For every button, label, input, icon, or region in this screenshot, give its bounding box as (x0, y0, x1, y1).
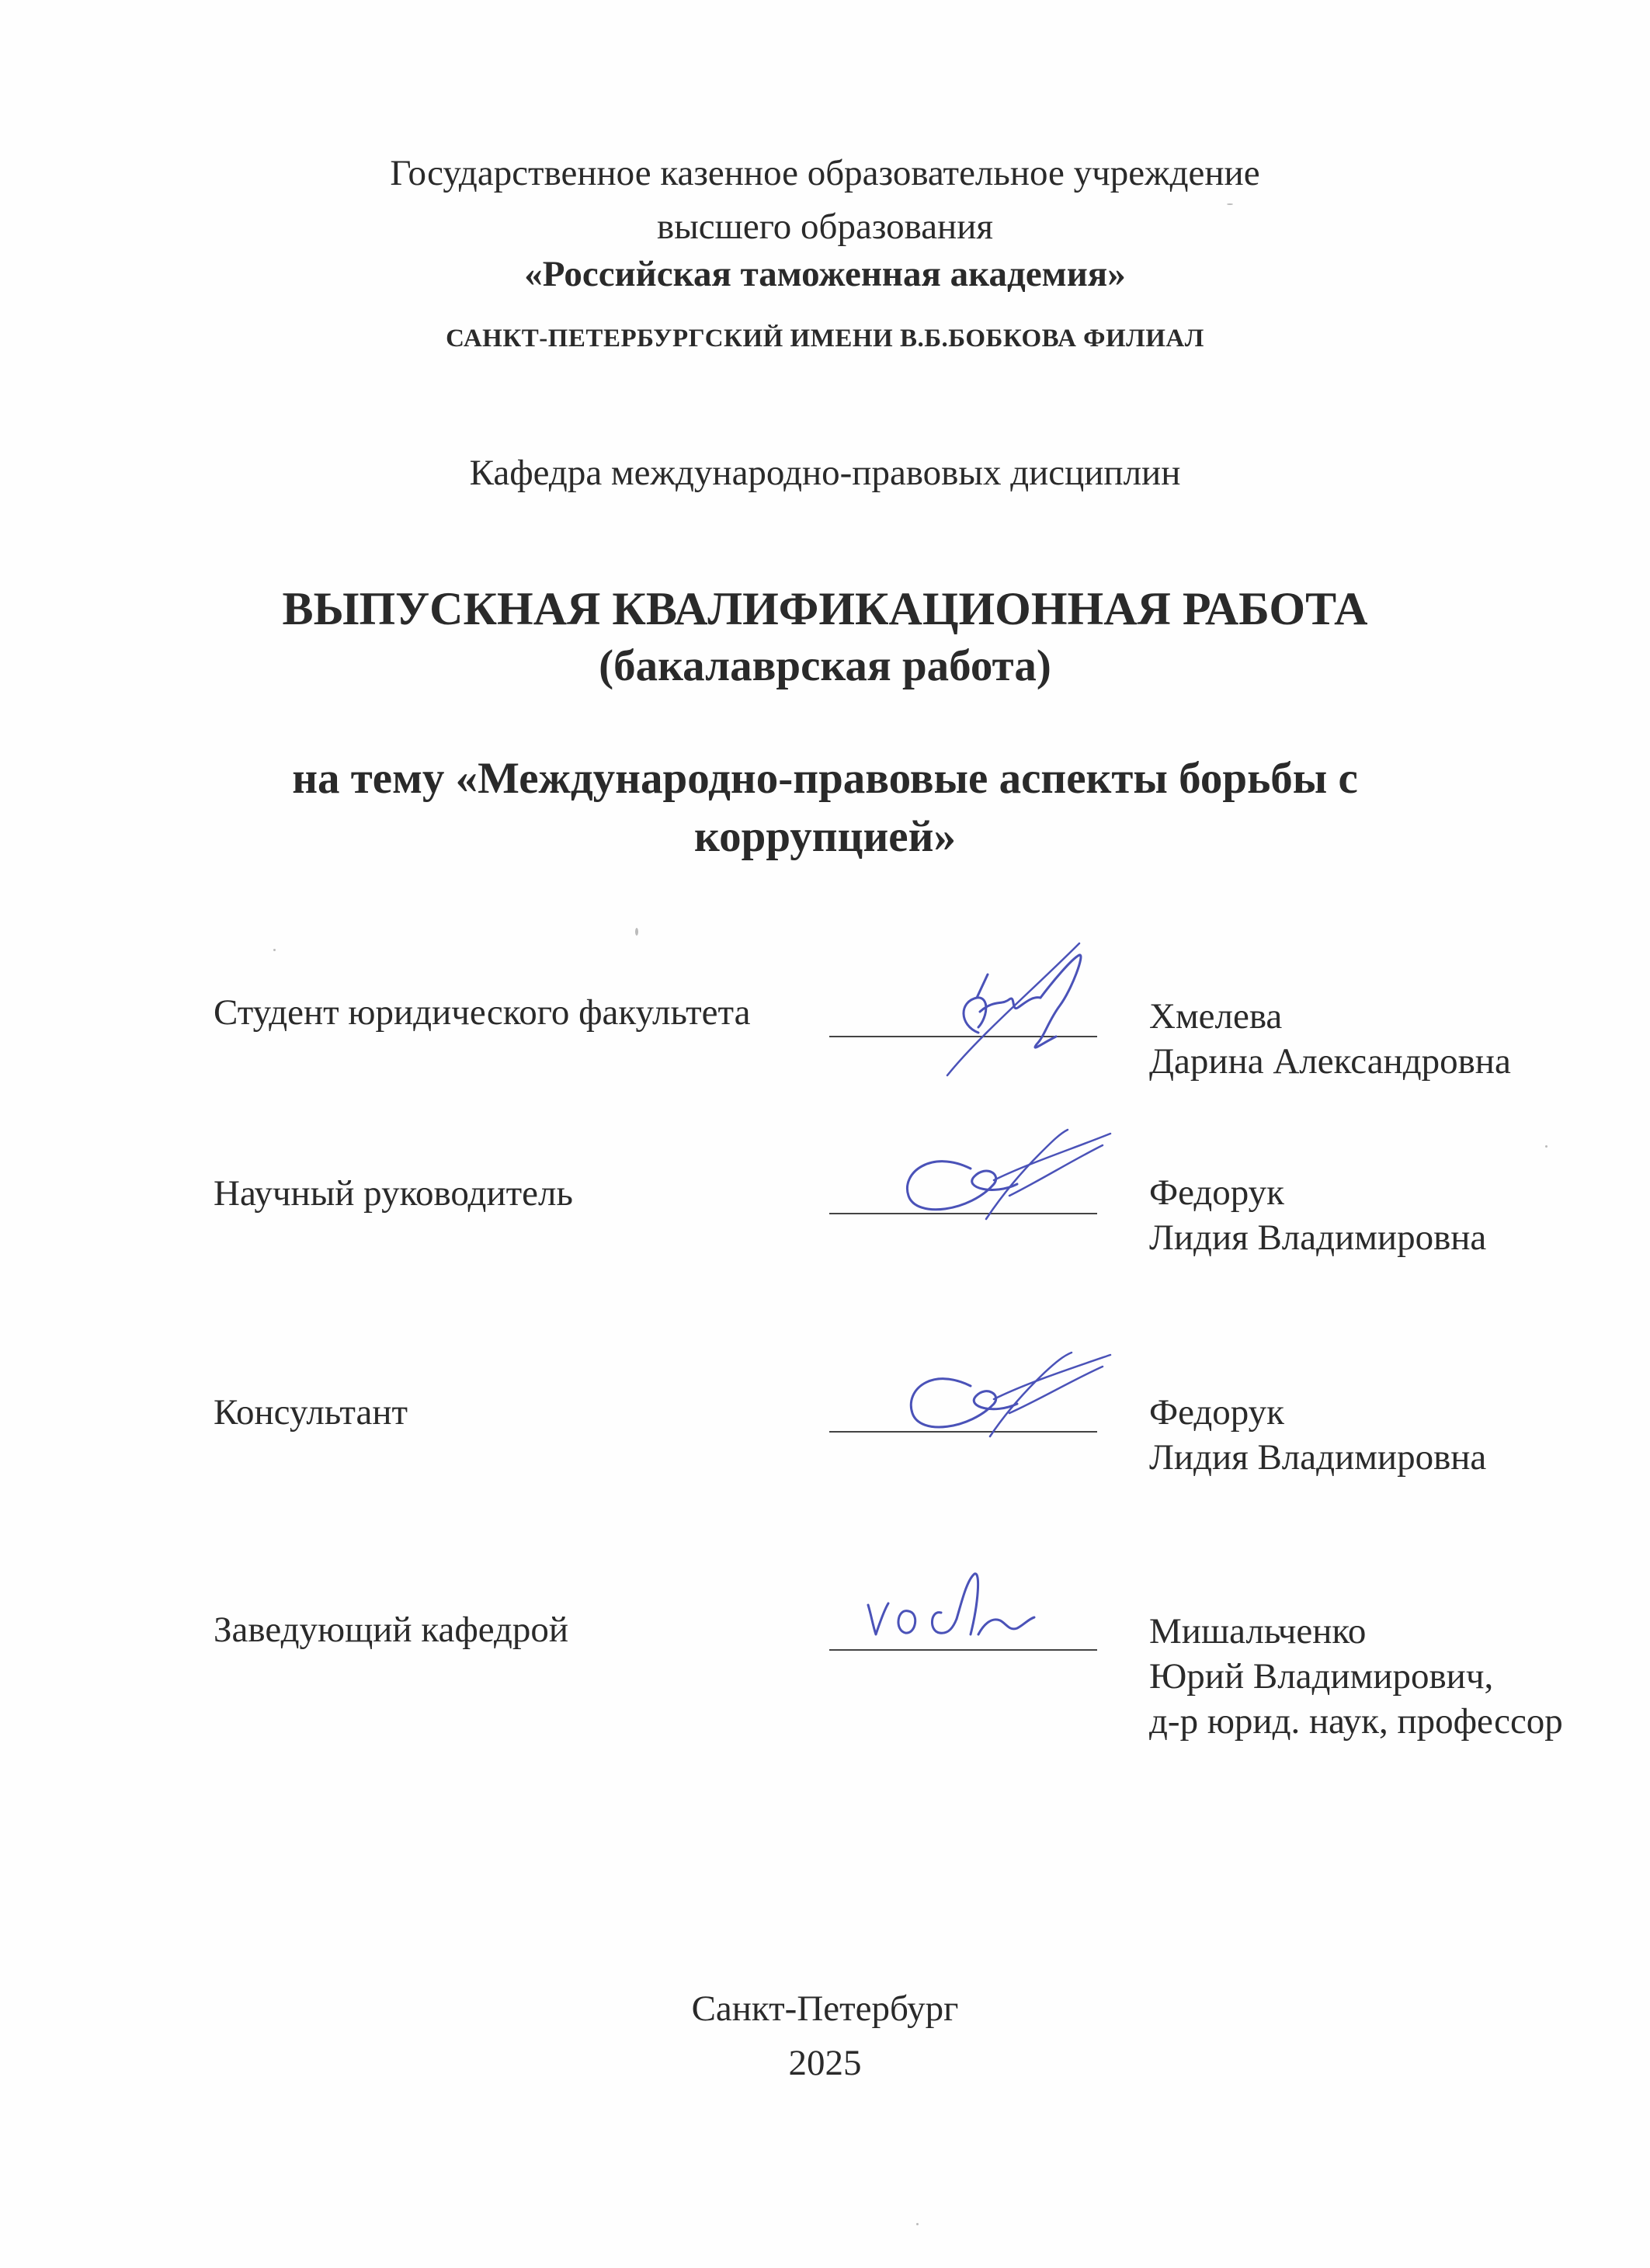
name-line: Дарина Александровна (1149, 1041, 1511, 1082)
signature-head (854, 1557, 1048, 1650)
topic-line-2: коррупцией» (694, 812, 956, 861)
signatory-role-consultant: Консультант (214, 1392, 408, 1433)
signatory-role-head: Заведующий кафедрой (214, 1610, 569, 1650)
name-line: Хмелева (1149, 996, 1283, 1037)
scan-speck (1227, 203, 1233, 205)
signature-student (885, 928, 1118, 1083)
signatory-role-supervisor: Научный руководитель (214, 1173, 573, 1214)
scan-speck (635, 928, 638, 936)
signatory-name-consultant (1149, 1390, 1486, 1480)
name-line: Юрий Владимирович, (1149, 1656, 1494, 1697)
topic-line-1: на тему «Международно-правовые аспекты борьбы с (292, 754, 1358, 803)
signatory-name-supervisor (1149, 1170, 1486, 1260)
scan-speck (273, 949, 276, 951)
name-line: Федорук (1149, 1172, 1285, 1213)
footer-year: 2025 (788, 2043, 862, 2083)
name-line: д-р юрид. наук, профессор (1149, 1701, 1563, 1742)
signature-supervisor (885, 1110, 1118, 1242)
signature-consultant (885, 1335, 1118, 1460)
scan-speck (916, 2223, 919, 2225)
signatory-role-student: Студент юридического факультета (214, 992, 751, 1033)
academy-name: «Российская таможенная академия» (524, 254, 1126, 294)
footer-city: Санкт-Петербург (691, 1988, 959, 2029)
scan-speck (1545, 1145, 1548, 1148)
name-line: Мишальченко (1149, 1611, 1367, 1652)
institution-line-1: Государственное казенное образовательное учреждение (390, 153, 1260, 193)
name-line: Лидия Владимировна (1149, 1217, 1487, 1258)
name-line: Федорук (1149, 1392, 1285, 1433)
branch-name: САНКТ-ПЕТЕРБУРГСКИЙ ИМЕНИ В.Б.БОБКОВА ФИЛИАЛ (446, 325, 1204, 353)
work-type: (бакалаврская работа) (599, 641, 1051, 690)
name-line: Лидия Владимировна (1149, 1437, 1487, 1478)
signatory-name-head (1149, 1609, 1563, 1744)
department-name: Кафедра международно-правовых дисциплин (469, 453, 1181, 493)
work-title: ВЫПУСКНАЯ КВАЛИФИКАЦИОННАЯ РАБОТА (282, 583, 1368, 634)
institution-line-2: высшего образования (657, 207, 993, 247)
signatory-name-student (1149, 994, 1511, 1084)
